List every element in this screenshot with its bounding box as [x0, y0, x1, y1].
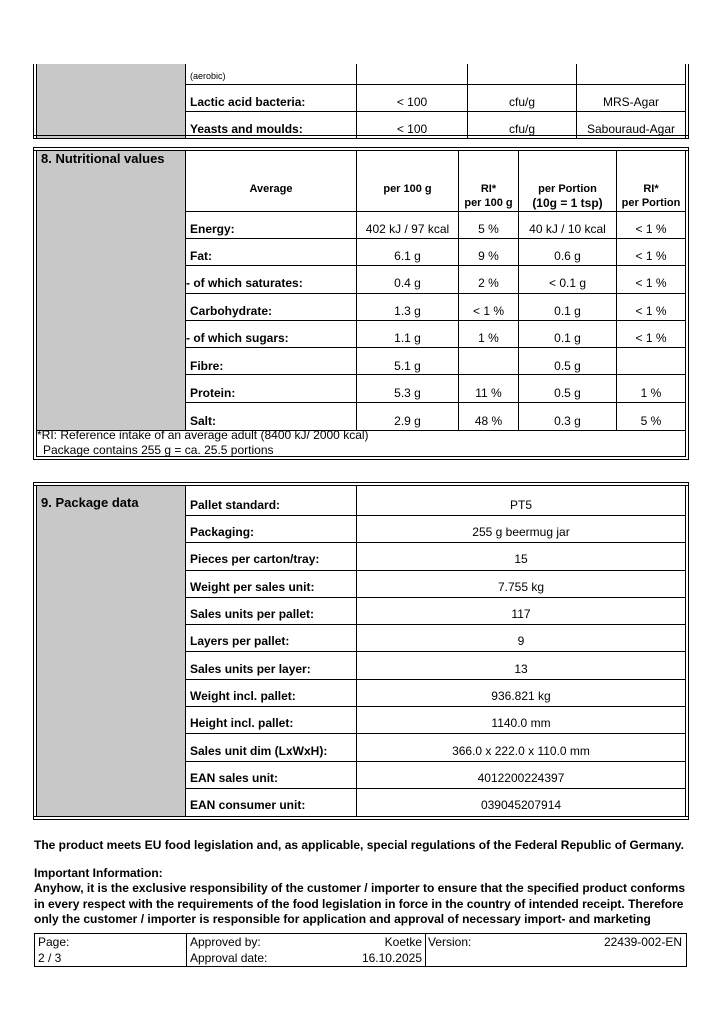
nutrition-portion-fibre: 0.5 g — [554, 359, 581, 373]
package-value-weight-unit: 7.755 kg — [497, 580, 545, 594]
nutrition-ri100-carbohydrate: < 1 % — [472, 304, 505, 318]
package-label-weight-unit: Weight per sales unit: — [190, 580, 315, 594]
micro-method-lactic: MRS-Agar — [602, 95, 659, 109]
package-value-units-pallet: 117 — [511, 607, 531, 621]
nutrition-portion-energy: 40 kJ / 10 kcal — [529, 222, 606, 236]
micro-label-lactic: Lactic acid bacteria: — [190, 95, 306, 109]
nutrition-ri100-saturates: 2 % — [478, 276, 499, 290]
nutrition-portion-carbohydrate: 0.1 g — [554, 304, 581, 318]
header-ri100-line2: per 100 g — [464, 197, 513, 209]
package-value-pieces: 15 — [514, 552, 528, 566]
nutrition-ri100-protein: 11 % — [475, 386, 502, 400]
micro-unit-yeasts: cfu/g — [508, 122, 535, 136]
header-average: Average — [249, 183, 293, 195]
package-label-units-layer: Sales units per layer: — [190, 662, 311, 676]
nutrition-per100-sugars: 1.1 g — [394, 331, 421, 345]
nutrition-label-sugars: - of which sugars: — [186, 331, 289, 345]
package-value-layers: 9 — [517, 634, 525, 648]
nutrition-portion-saturates: < 0.1 g — [548, 276, 587, 290]
nutrition-per100-fibre: 5.1 g — [394, 359, 421, 373]
package-label-packaging: Packaging: — [190, 525, 255, 539]
legislation-statement: The product meets EU food legislation and, as applicable, special regulations of the Federal Republic of Germany. — [34, 838, 684, 852]
micro-label-yeasts: Yeasts and moulds: — [190, 122, 303, 136]
important-title: Important Information: — [34, 866, 163, 880]
nutrition-ri100-energy: 5 % — [478, 222, 499, 236]
footnote-package: Package contains 255 g = ca. 25.5 portions — [43, 443, 274, 457]
package-value-height-pallet: 1140.0 mm — [491, 716, 551, 730]
micro-value-yeasts: < 100 — [396, 122, 428, 136]
nutrition-portion-sugars: 0.1 g — [554, 331, 581, 345]
important-text: Anyhow, it is the exclusive responsibility of the customer / importer to ensure that the specified product conforms in every respect with the requirements of the food legislation in force in the country of intended receipt. Therefore only the customer / importer is responsible for application and approval of necessary import- and marketing — [34, 881, 686, 926]
header-per100: per 100 g — [383, 183, 432, 195]
package-label-column — [36, 485, 185, 816]
nutrition-riportion-carbohydrate: < 1 % — [635, 304, 667, 318]
header-riportion-line1: RI* — [643, 183, 659, 195]
footer-approval-date-label: Approval date: — [190, 951, 268, 965]
nutrition-riportion-fat: < 1 % — [635, 249, 667, 263]
package-value-ean-consumer: 039045207914 — [480, 798, 562, 812]
micro-unit-lactic: cfu/g — [508, 95, 535, 109]
micro-method-yeasts: Sabouraud-Agar — [586, 122, 676, 136]
nutrition-label-fibre: Fibre: — [190, 359, 224, 373]
package-value-dimensions: 366.0 x 222.0 x 110.0 mm — [452, 744, 590, 758]
micro-label-column — [36, 64, 185, 138]
nutrition-riportion-energy: < 1 % — [635, 222, 667, 236]
nutrition-label-energy: Energy: — [190, 222, 235, 236]
package-label-dimensions: Sales unit dim (LxWxH): — [190, 744, 328, 758]
package-label-height-pallet: Height incl. pallet: — [190, 716, 294, 730]
package-value-packaging: 255 g beermug jar — [472, 525, 570, 539]
package-label-ean-sales: EAN sales unit: — [190, 771, 279, 785]
nutrition-portion-protein: 0.5 g — [554, 386, 581, 400]
nutrition-riportion-saturates: < 1 % — [635, 276, 667, 290]
header-riportion-line2: per Portion — [621, 197, 681, 209]
nutrition-riportion-protein: 1 % — [640, 386, 662, 400]
nutrition-per100-protein: 5.3 g — [394, 386, 421, 400]
aerobic-note: (aerobic) — [190, 71, 226, 81]
header-portion-line2: (10g = 1 tsp) — [532, 196, 603, 210]
micro-value-lactic: < 100 — [396, 95, 428, 109]
nutrition-per100-carbohydrate: 1.3 g — [394, 304, 421, 318]
section-title-nutrition: 8. Nutritional values — [41, 151, 165, 166]
package-label-pieces: Pieces per carton/tray: — [190, 552, 320, 566]
nutrition-label-saturates: - of which saturates: — [186, 276, 303, 290]
nutrition-portion-fat: 0.6 g — [554, 249, 581, 263]
nutrition-riportion-salt: 5 % — [640, 414, 662, 428]
nutrition-label-column — [36, 150, 185, 430]
section-title-package: 9. Package data — [41, 495, 139, 510]
footer-version-value: 22439-002-EN — [603, 935, 682, 949]
nutrition-riportion-sugars: < 1 % — [635, 331, 667, 345]
header-portion-line1: per Portion — [538, 183, 597, 195]
footer-approved-by-label: Approved by: — [190, 935, 261, 949]
nutrition-label-carbohydrate: Carbohydrate: — [190, 304, 273, 318]
package-value-units-layer: 13 — [514, 662, 528, 676]
nutrition-per100-saturates: 0.4 g — [394, 276, 421, 290]
nutrition-ri100-sugars: 1 % — [478, 331, 499, 345]
package-value-weight-pallet: 936.821 kg — [491, 689, 551, 703]
nutrition-label-fat: Fat: — [190, 249, 212, 263]
package-label-pallet-standard: Pallet standard: — [190, 498, 281, 512]
nutrition-portion-salt: 0.3 g — [554, 414, 581, 428]
header-ri100-line1: RI* — [480, 183, 497, 195]
nutrition-per100-energy: 402 kJ / 97 kcal — [365, 222, 450, 236]
package-label-units-pallet: Sales units per pallet: — [190, 607, 315, 621]
package-label-weight-pallet: Weight incl. pallet: — [190, 689, 296, 703]
footer-page-value: 2 / 3 — [38, 951, 62, 965]
package-label-ean-consumer: EAN consumer unit: — [190, 798, 306, 812]
package-value-ean-sales: 4012200224397 — [477, 771, 565, 785]
footnote-ri: *RI: Reference intake of an average adult (8400 kJ/ 2000 kcal) — [37, 428, 369, 442]
footer-approval-date-value: 16.10.2025 — [361, 951, 422, 965]
nutrition-label-salt: Salt: — [190, 414, 217, 428]
nutrition-per100-salt: 2.9 g — [394, 414, 421, 428]
footer-page-label: Page: — [38, 935, 70, 949]
footer-version-label: Version: — [428, 935, 472, 949]
nutrition-per100-fat: 6.1 g — [394, 249, 421, 263]
footer-approved-by-value: Koetke — [384, 935, 422, 949]
nutrition-label-protein: Protein: — [190, 386, 236, 400]
nutrition-ri100-salt: 48 % — [474, 414, 503, 428]
package-label-layers: Layers per pallet: — [190, 634, 290, 648]
package-value-pallet-standard: PT5 — [509, 498, 532, 512]
nutrition-ri100-fat: 9 % — [478, 249, 499, 263]
